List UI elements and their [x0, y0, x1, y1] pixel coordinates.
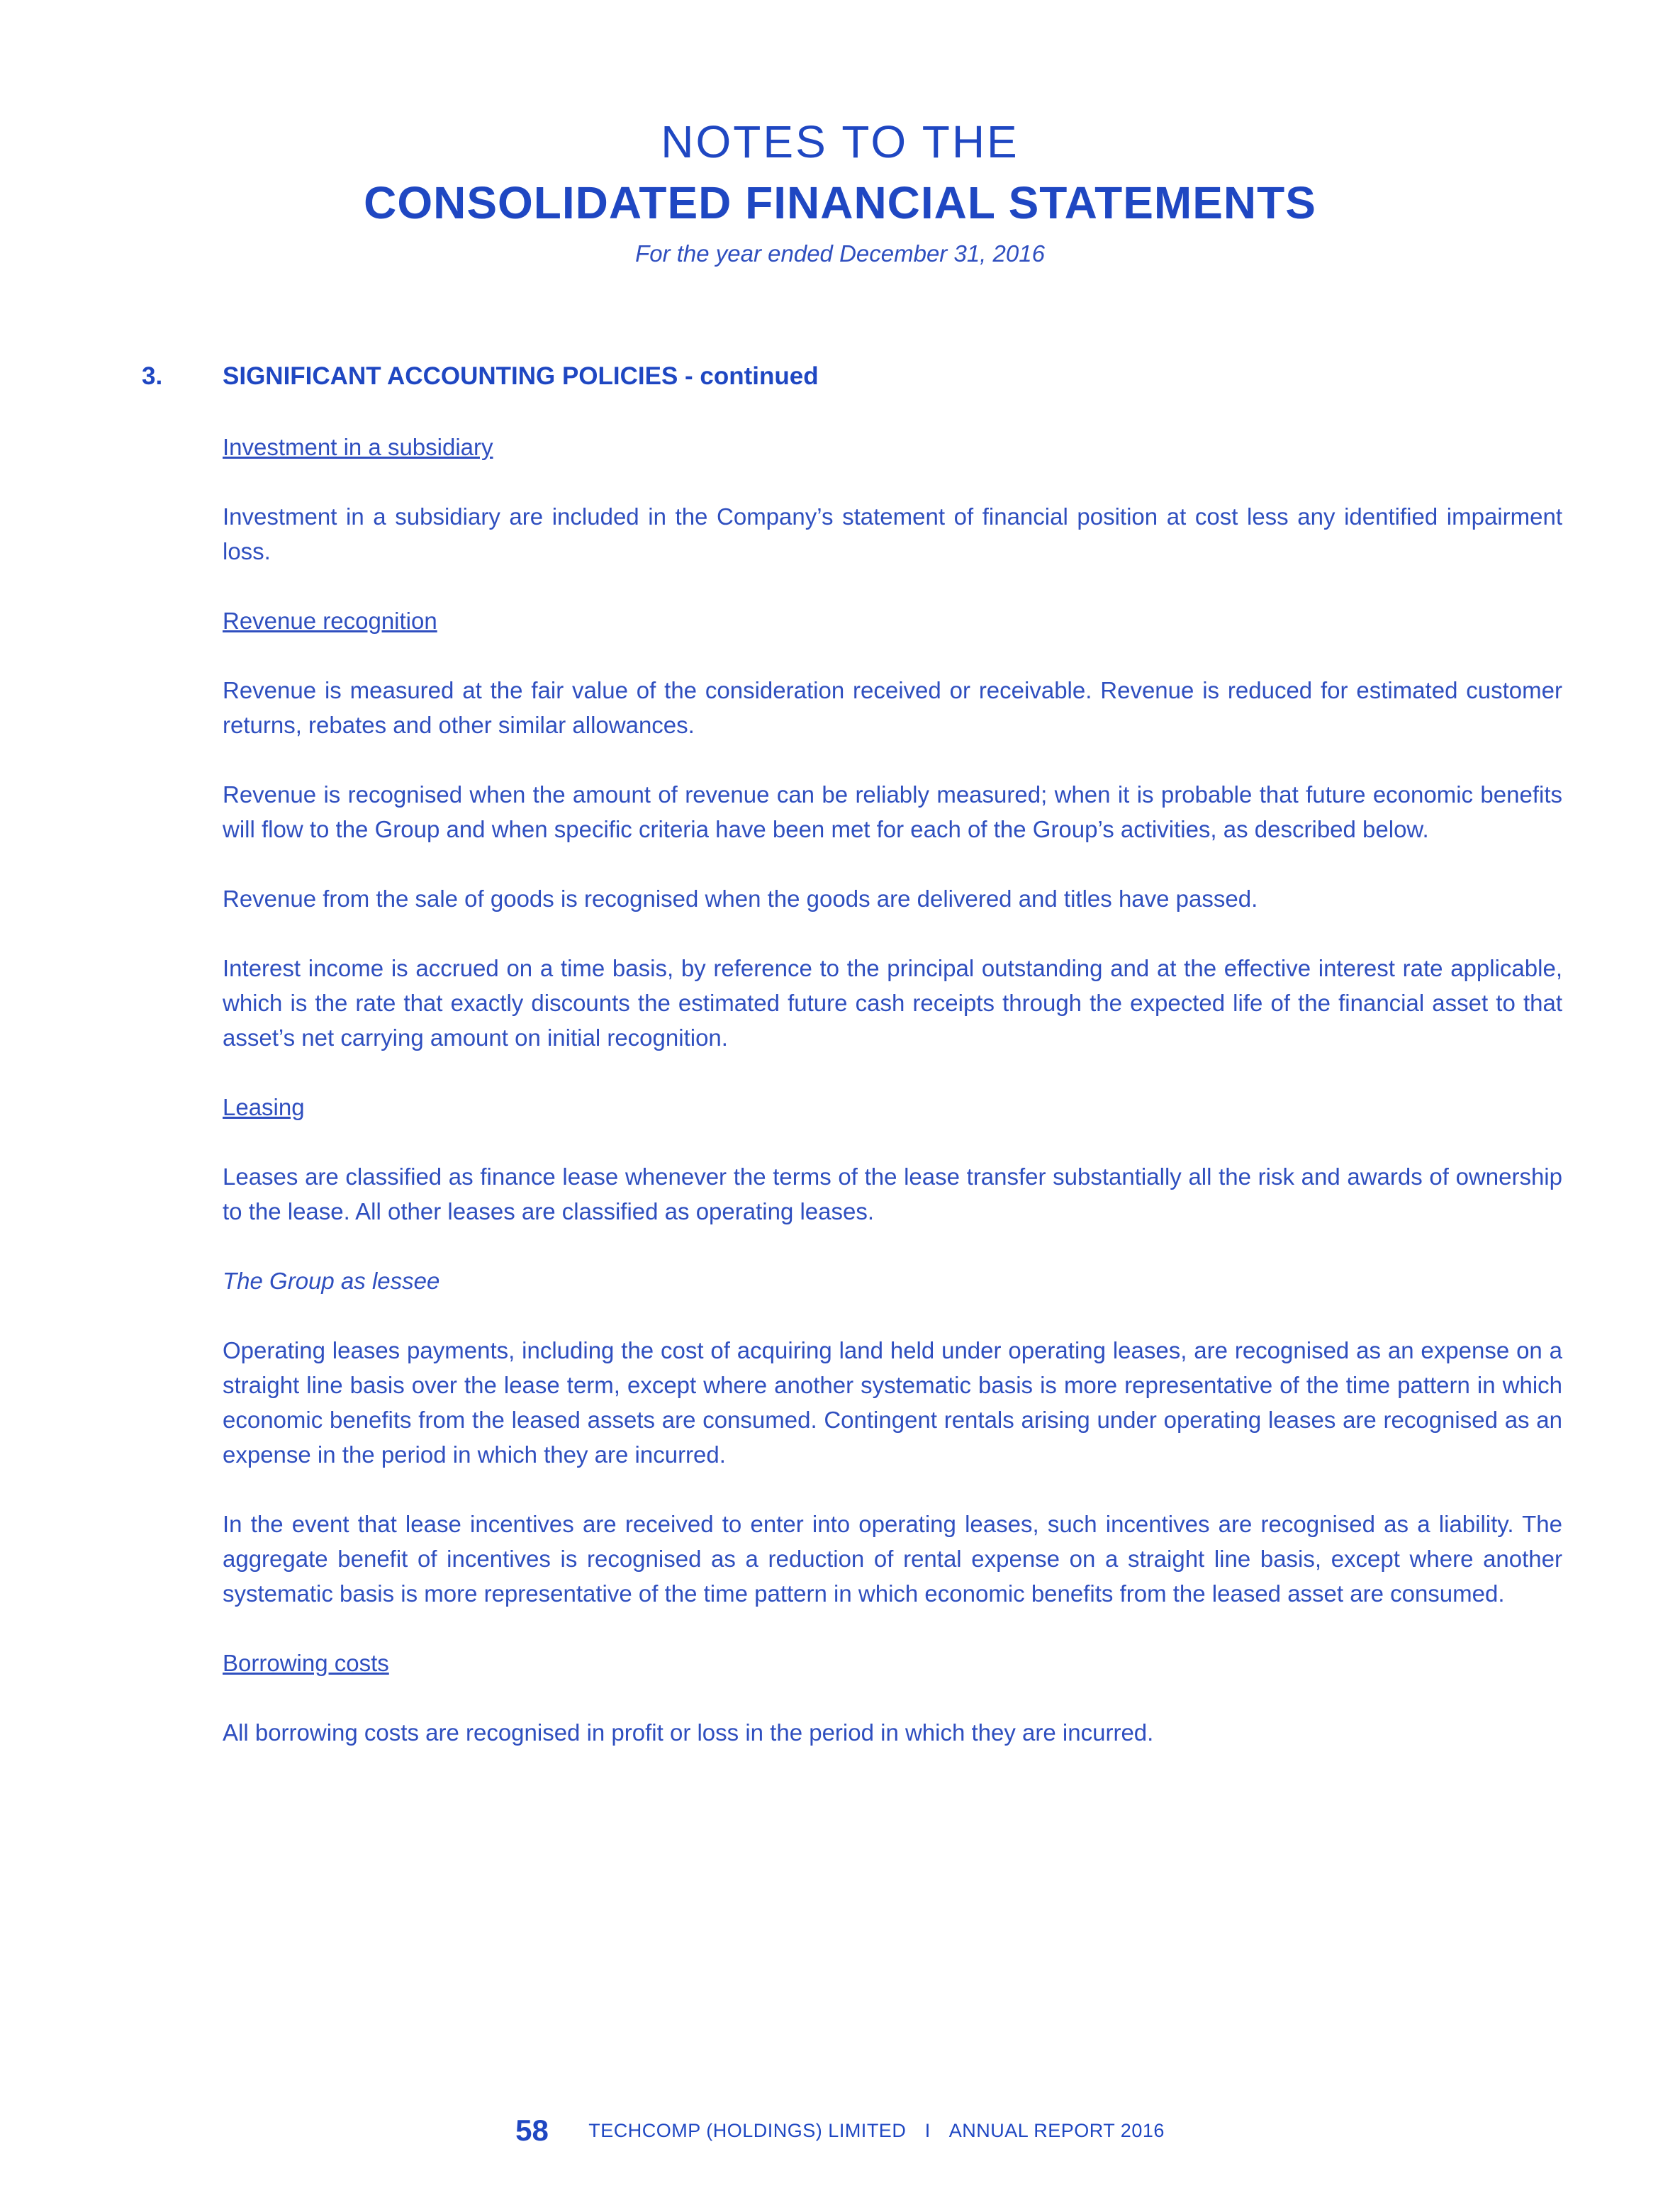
report-name: ANNUAL REPORT 2016: [948, 2120, 1165, 2141]
page-header: [0, 113, 1680, 272]
section-number: 3.: [142, 362, 163, 390]
body-paragraph: All borrowing costs are recognised in profit or loss in the period in which they are incurred.: [223, 1719, 1154, 1746]
title-line-2: CONSOLIDATED FINANCIAL STATEMENTS: [364, 177, 1316, 228]
page-footer: [0, 2113, 1680, 2148]
period-subtitle: For the year ended December 31, 2016: [635, 240, 1045, 267]
section-title: SIGNIFICANT ACCOUNTING POLICIES - continued: [223, 362, 819, 390]
body-paragraph: Investment in a subsidiary are included in the Company’s statement of financial position at cost less any identified impairment loss.: [223, 503, 1562, 564]
body-paragraph: Revenue is recognised when the amount of revenue can be reliably measured; when it is probable that future economic benefits will flow to the Group and when specific criteria have been met for each of the Group’s activities, as described below.: [223, 781, 1562, 842]
italic-subheading: The Group as lessee: [223, 1268, 440, 1294]
page-number: 58: [515, 2114, 549, 2147]
body-paragraph: In the event that lease incentives are received to enter into operating leases, such incentives are recognised as a liability. The aggregate benefit of incentives is recognised as a reduction of rental expense on a straight line basis, except where another systematic basis is more representative of the time pattern in which economic benefits from the leased asset are consumed.: [223, 1511, 1562, 1607]
title-line-1: NOTES TO THE: [661, 116, 1019, 167]
company-name: TECHCOMP (HOLDINGS) LIMITED: [588, 2120, 907, 2141]
body-paragraph: Operating leases payments, including the cost of acquiring land held under operating leases, are recognised as an expense on a straight line basis over the lease term, except where another systematic basis is more representative of the time pattern in which economic benefits from the leased assets are consumed. Contingent rentals arising under operating leases are recognised as an expense in the period in which they are incurred.: [223, 1337, 1562, 1468]
body-paragraph: Revenue is measured at the fair value of the consideration received or receivable. Revenue is reduced for estimated customer returns, rebates and other similar allowances.: [223, 677, 1562, 738]
body-paragraph: Leases are classified as finance lease whenever the terms of the lease transfer substantially all the risk and awards of ownership to the lease. All other leases are classified as operating leases.: [223, 1163, 1562, 1224]
subsection-heading: Borrowing costs: [223, 1650, 389, 1676]
subsection-heading: Leasing: [223, 1094, 305, 1120]
footer-separator: I: [924, 2120, 931, 2141]
subsection-heading: Revenue recognition: [223, 608, 437, 634]
section-heading: [142, 358, 1559, 395]
subsection-heading: Investment in a subsidiary: [223, 434, 493, 460]
body-paragraph: Revenue from the sale of goods is recognised when the goods are delivered and titles have passed.: [223, 886, 1258, 912]
notes-body: [223, 430, 1562, 1785]
body-paragraph: Interest income is accrued on a time basis, by reference to the principal outstanding and at the effective interest rate applicable, which is the rate that exactly discounts the estimated future cash receipts through the expected life of the financial asset to that asset’s net carrying amount on initial recognition.: [223, 955, 1562, 1051]
